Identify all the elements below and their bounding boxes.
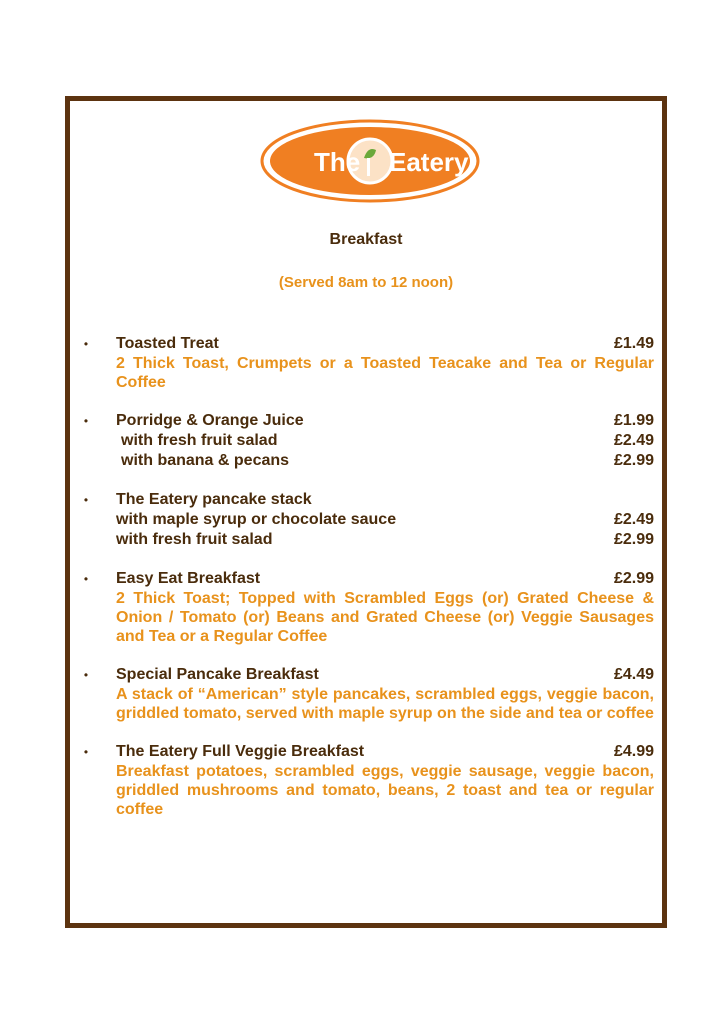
menu-items: [80, 334, 654, 838]
menu-frame: [65, 96, 667, 928]
item-row: [116, 334, 654, 354]
item-variant-name: with banana & pecans: [121, 452, 290, 469]
item-price: £1.49: [613, 335, 654, 352]
logo-text-right: Eatery: [389, 147, 469, 177]
bullet: •: [83, 414, 89, 428]
item-price: £4.49: [613, 666, 654, 683]
bullet: •: [83, 572, 89, 586]
menu-item: [80, 665, 654, 723]
item-variant-name: with maple syrup or chocolate sauce: [116, 511, 397, 528]
item-row: [116, 742, 654, 762]
menu-item: [80, 742, 654, 819]
item-description: A stack of “American” style pancakes, scrambled eggs, veggie bacon, griddled tomato, served with maple syrup on the side and tea or coffee: [116, 686, 654, 722]
item-name: Easy Eat Breakfast: [116, 570, 261, 587]
bullet: •: [83, 668, 89, 682]
item-variant-row: [116, 530, 654, 550]
menu-item: [80, 490, 654, 550]
item-variant-name: with fresh fruit salad: [116, 531, 273, 548]
item-variant-price: £2.49: [613, 432, 654, 449]
item-row: [116, 569, 654, 589]
item-name: The Eatery pancake stack: [116, 491, 312, 508]
bullet: •: [83, 745, 89, 759]
item-name: The Eatery Full Veggie Breakfast: [116, 743, 365, 760]
bullet: •: [83, 337, 89, 351]
item-variant-name: with fresh fruit salad: [121, 432, 278, 449]
bullet: •: [83, 493, 89, 507]
item-description: Breakfast potatoes, scrambled eggs, veggie sausage, veggie bacon, griddled mushrooms and tomato, beans, 2 toast and tea or regular coffee: [116, 763, 654, 818]
logo-text-left: The: [314, 147, 361, 177]
menu-item: [80, 334, 654, 392]
item-row: [116, 411, 654, 431]
item-description: 2 Thick Toast; Topped with Scrambled Eggs (or) Grated Cheese & Onion / Tomato (or) Beans and Grated Cheese (or) Veggie Sausages and Tea or a Regular Coffee: [116, 590, 654, 645]
item-variant-price: £2.49: [613, 511, 654, 528]
menu-subtitle: (Served 8am to 12 noon): [278, 274, 454, 291]
item-name: Toasted Treat: [116, 335, 219, 352]
item-name: Special Pancake Breakfast: [116, 666, 319, 683]
item-price: £4.99: [613, 743, 654, 760]
menu-item: [80, 569, 654, 646]
item-row: [116, 490, 654, 510]
item-variant-row: [116, 510, 654, 530]
item-variant-price: £2.99: [613, 452, 654, 469]
item-variant-row: [116, 451, 654, 471]
item-name: Porridge & Orange Juice: [116, 412, 304, 429]
item-variant-row: [116, 431, 654, 451]
item-row: [116, 665, 654, 685]
menu-title: Breakfast: [329, 231, 403, 248]
item-price: £1.99: [613, 412, 654, 429]
menu-item: [80, 411, 654, 471]
item-variant-price: £2.99: [613, 531, 654, 548]
item-description: 2 Thick Toast, Crumpets or a Toasted Teacake and Tea or Regular Coffee: [116, 355, 654, 391]
eatery-logo: [259, 118, 481, 204]
item-price: £2.99: [613, 570, 654, 587]
